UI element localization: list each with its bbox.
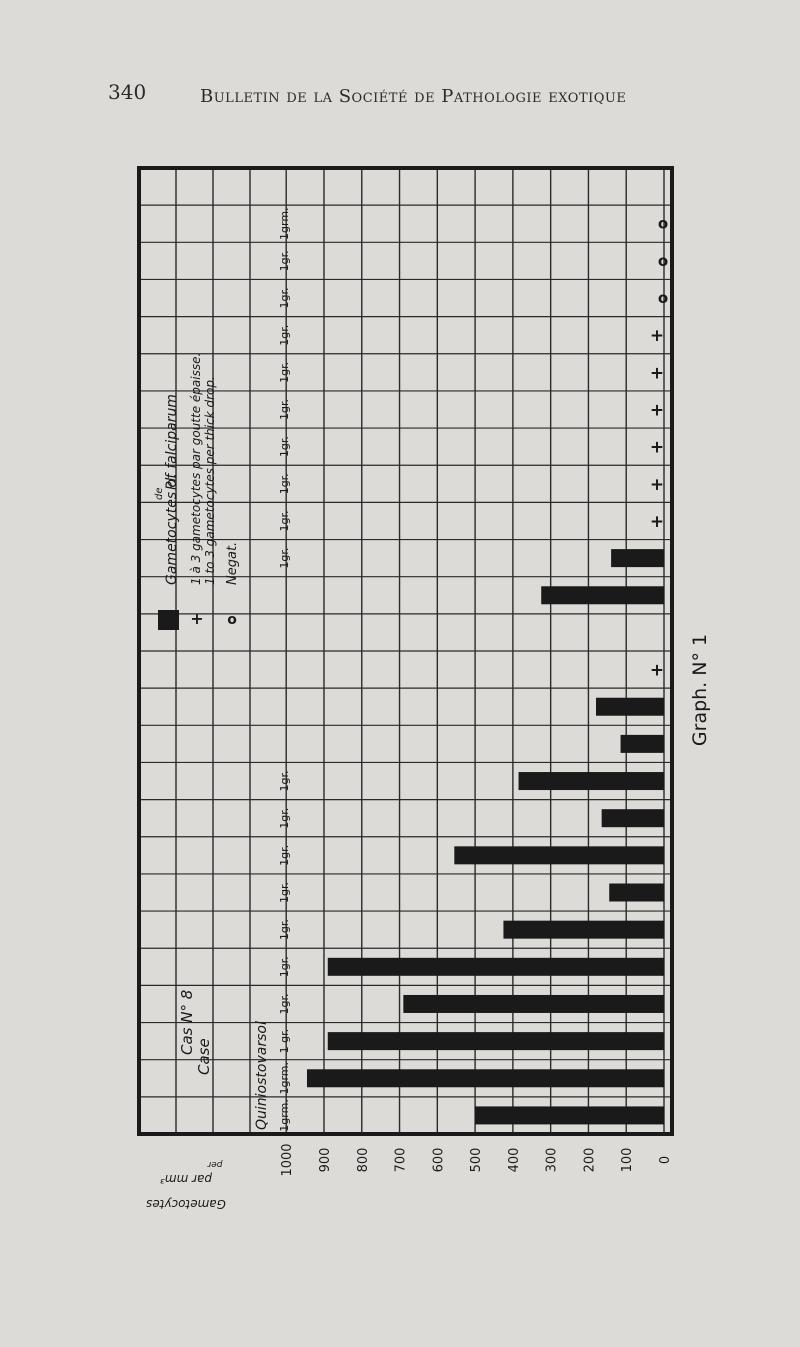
- data-bar: [541, 586, 664, 604]
- data-bar: [454, 846, 664, 864]
- circle-marker: o: [657, 289, 669, 308]
- case-label-1: Cas N° 8: [178, 989, 196, 1055]
- dose-label: 1gr.: [278, 844, 291, 866]
- dose-label: 1gr.: [278, 250, 291, 272]
- data-bar: [503, 921, 664, 939]
- y-axis-label-2-over: per: [207, 1159, 223, 1169]
- dose-label: 1gr.: [278, 436, 291, 458]
- data-bar: [609, 884, 664, 902]
- data-bar: [475, 1106, 664, 1124]
- dose-label: 1gr.: [278, 287, 291, 309]
- legend-circle-symbol: o: [227, 612, 237, 628]
- y-axis-label-2: par mm³: [160, 1172, 212, 1186]
- data-bar: [596, 698, 664, 716]
- dose-label: 1gr.: [278, 956, 291, 978]
- plus-marker: +: [649, 660, 665, 681]
- dose-label: 1gr.: [278, 473, 291, 495]
- plus-marker: +: [649, 437, 665, 458]
- legend-bar-swatch: [158, 610, 179, 630]
- data-bar: [403, 995, 664, 1013]
- tick-label: 900: [317, 1147, 333, 1173]
- data-bar: [328, 958, 664, 976]
- page-number: 340: [108, 80, 147, 104]
- tick-label: 700: [393, 1147, 409, 1173]
- drug-label: Quiniostovarsol: [254, 1021, 270, 1130]
- tick-label: 500: [469, 1147, 485, 1173]
- dose-label: 1grm.: [278, 1062, 291, 1095]
- dose-label: 1gr.: [278, 882, 291, 903]
- case-label-2: Case: [195, 1038, 213, 1075]
- data-bar: [328, 1032, 664, 1050]
- tick-label: 300: [544, 1147, 560, 1173]
- plus-marker: +: [649, 511, 665, 532]
- data-bar: [621, 735, 664, 753]
- circle-marker: o: [657, 251, 669, 270]
- data-bar: [602, 809, 664, 827]
- legend-title-2: Pl. falciparum: [164, 394, 180, 490]
- data-bar: [519, 772, 664, 790]
- data-bar: [307, 1069, 664, 1087]
- legend-negat-text: Negat.: [225, 541, 240, 585]
- tick-label: 600: [431, 1147, 447, 1173]
- plus-marker: +: [649, 326, 665, 347]
- dose-label: 1grm.: [278, 207, 291, 240]
- circle-marker: o: [657, 214, 669, 233]
- dose-label: 1gr.: [278, 324, 291, 346]
- dose-label: 1gr.: [278, 807, 291, 829]
- dose-label: 1 gr.: [278, 1028, 291, 1054]
- tick-label: 100: [620, 1147, 636, 1173]
- plus-marker: +: [649, 363, 665, 384]
- dose-label: 1gr.: [278, 361, 291, 383]
- dose-label: 1gr.: [278, 919, 291, 941]
- legend-plus-text-fr: 1 à 3 gametocytes par goutte épaisse.: [189, 352, 203, 585]
- legend-plus-text-en: 1 to 3 gametocytes per thick drop.: [203, 376, 217, 585]
- tick-label: 0: [658, 1155, 673, 1165]
- dose-label: 1gr.: [278, 510, 291, 532]
- grid: [139, 168, 672, 1134]
- graph-label: Graph. N° 1: [689, 633, 711, 747]
- data-bar: [611, 549, 664, 567]
- dose-label: 1gr.: [278, 993, 291, 1015]
- dose-label: 1gr.: [278, 770, 291, 792]
- dose-label: 1gr.: [278, 547, 291, 569]
- plus-marker: +: [649, 474, 665, 495]
- dose-labels: [278, 207, 291, 1131]
- legend-plus-symbol: +: [190, 609, 204, 628]
- y-axis-label-1: Gametocytes: [146, 1197, 226, 1211]
- markers: [650, 215, 668, 681]
- tick-labels: [280, 1143, 673, 1176]
- tick-label: 800: [355, 1147, 371, 1173]
- dose-label: 1gr.: [278, 399, 291, 420]
- tick-label: 200: [582, 1147, 598, 1173]
- running-head: Bulletin de la Société de Pathologie exotique: [200, 86, 627, 107]
- plus-marker: +: [649, 400, 665, 421]
- legend-title-1: Gametocytes of: [164, 473, 180, 585]
- legend: [146, 353, 270, 1211]
- legend-title-1-over: de: [154, 487, 165, 500]
- dose-label: 1grm.: [278, 1099, 291, 1132]
- tick-label: 1000: [280, 1143, 296, 1177]
- tick-label: 400: [506, 1147, 522, 1173]
